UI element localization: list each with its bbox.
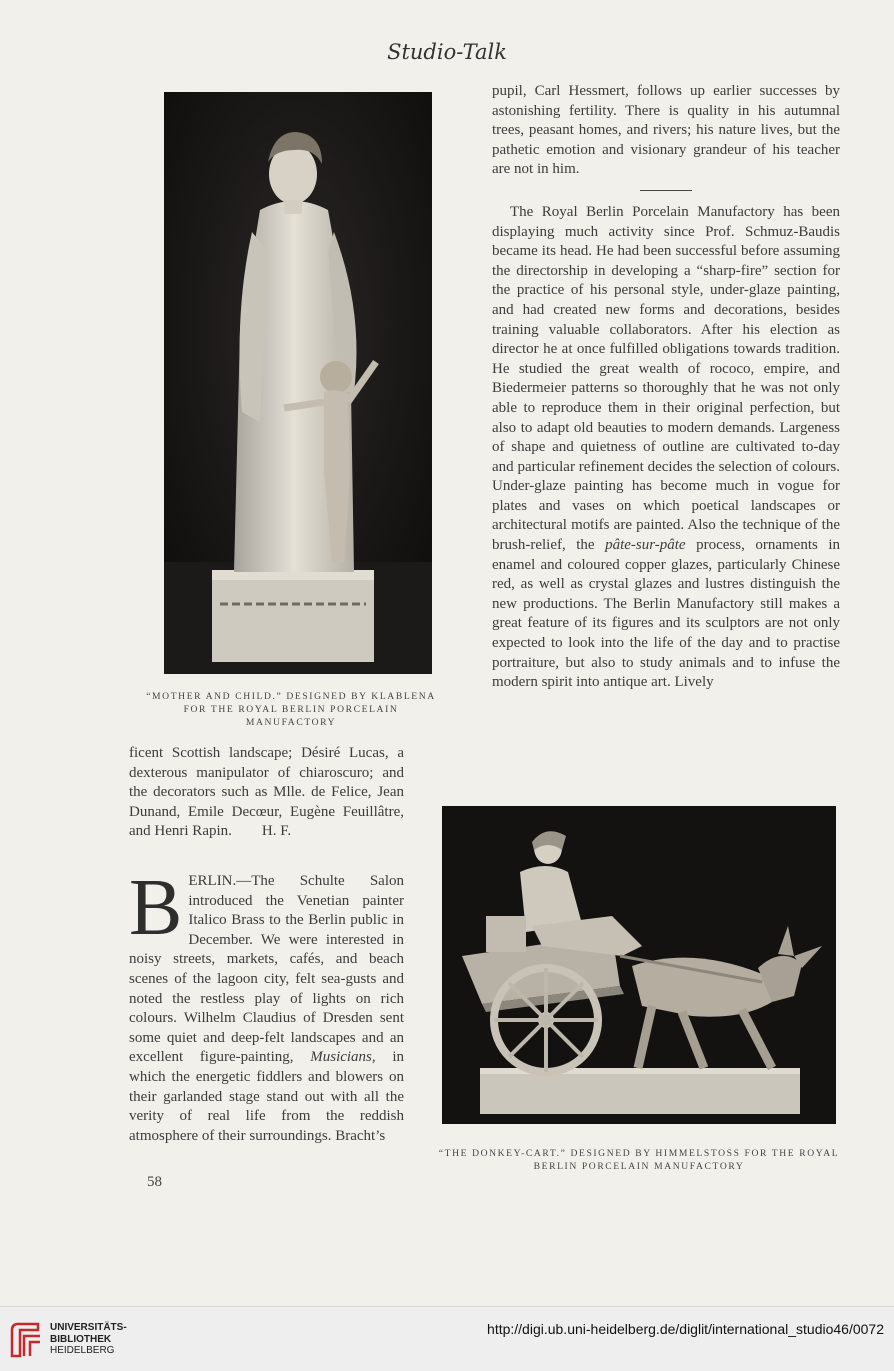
- porcelain-text-b: process, ornaments in enamel and coloured copper glazes, particularly Chinese red, as well as crystal glazes and lustres distinguish the new productions. The Berlin Manufactory still makes a great feature of its figures and its sculptors are not only expected to look into the life of the day and to practise portraiture, but also to study animals and to infuse the modern spirit into antique art. Lively: [492, 537, 841, 691]
- drop-cap: B: [129, 863, 183, 952]
- mother-and-child-caption: “MOTHER AND CHILD.” DESIGNED BY KLABLENA FOR THE ROYAL BERLIN PORCELAIN MANUFACTORY: [146, 691, 436, 728]
- paragraph-paris-decorators: [129, 744, 404, 842]
- library-line-2: BIBLIOTHEK: [50, 1333, 112, 1345]
- berlin-text-a: ERLIN.—The Schulte Salon introduced the Venetian painter Italico Brass to the Berlin public in December. We were interested in noisy streets, markets, cafés, and beach scenes of the lagoon city, felt sea-gusts and noted the restless play of lights on rich colours. Wilhelm Claudius of Dresden sent some quiet and deep-felt landscapes and an excellent figure-painting,: [129, 872, 404, 1066]
- library-logo-icon: [8, 1320, 44, 1360]
- left-column: [129, 744, 404, 1146]
- section-divider: [640, 190, 692, 191]
- mother-and-child-photo: [164, 92, 432, 674]
- footer-bar: [0, 1306, 894, 1371]
- library-line-1: UNIVERSITÄTS-: [50, 1322, 127, 1333]
- paris-decorators-text: ficent Scottish landscape; Désiré Lucas, a dexterous manipulator of chiaroscuro; and the decorators such as Mlle. de Felice, Jean Dunand, Emile Decœur, Eugène Feuillâtre, and Henri Rapin.: [129, 745, 404, 840]
- donkey-cart-caption: “THE DONKEY-CART.” DESIGNED BY HIMMELSTOSS FOR THE ROYAL BERLIN PORCELAIN MANUFACTORY: [438, 1148, 840, 1172]
- donkey-cart-photo: [442, 806, 836, 1124]
- running-header: Studio-Talk: [387, 40, 507, 64]
- donkey-cart-figure: [442, 806, 836, 1124]
- porcelain-text-a: The Royal Berlin Porcelain Manufactory has been displaying much activity since Prof. Schmuz-Baudis became its head. He had been successful before assuming the directorship in developing a “sharp-fire” section for the practice of his personal style, under-glaze painting, and had created new forms and decorations, besides training valuable collaborators. After his election as director he at once fulfilled obligations towards tradition. He studied the great wealth of rococo, empire, and Biedermeier patterns so thoroughly that he was not only able to reproduce them in their original perfection, but also to adapt old beauties to modern demands. Largeness of shape and quietness of outline are cultivated to-day and particular refinement decides the selection of colours. Under-glaze painting has become much in vogue for plates and vases on which poetical landscapes or architectural motifs are painted. Also the technique of the brush-relief, the: [492, 203, 840, 554]
- author-signature: H. F.: [261, 823, 292, 840]
- library-name: [50, 1322, 127, 1357]
- right-column: [492, 82, 840, 693]
- mother-and-child-figure: [164, 92, 432, 674]
- musicians-title: Musicians,: [310, 1049, 376, 1066]
- paragraph-hessmert: pupil, Carl Hessmert, follows up earlier successes by astonishing fertility. There is quality in his autumnal trees, peasant homes, and rivers; his nature lives, but the pathetic emotion and visionary grandeur of his teacher are not in him.: [492, 83, 840, 178]
- page-number: 58: [147, 1174, 162, 1190]
- library-line-3: HEIDELBERG: [50, 1345, 115, 1356]
- pate-sur-pate-term: pâte-sur-pâte: [605, 537, 686, 554]
- source-url-link[interactable]: http://digi.ub.uni-heidelberg.de/diglit/international_studio46/0072: [487, 1321, 884, 1337]
- berlin-text-b: in which the energetic fiddlers and blowers on their garlanded stage stand out with all the verity of real life from the reddish atmosphere of their surroundings. Bracht’s: [129, 1049, 405, 1144]
- paragraph-berlin: [129, 863, 405, 1146]
- paragraph-porcelain: [492, 203, 840, 693]
